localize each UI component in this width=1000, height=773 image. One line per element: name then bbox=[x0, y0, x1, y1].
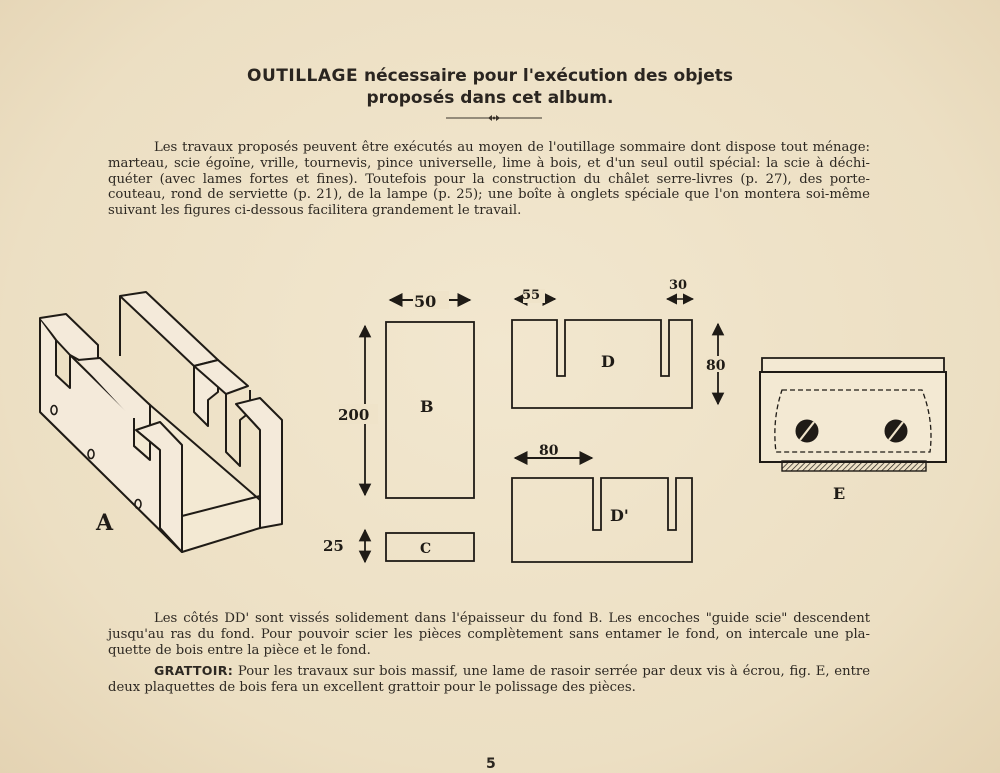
figure-d-notch-width-dim: 30 bbox=[669, 278, 688, 293]
figure-b-width-dim: 50 bbox=[414, 292, 437, 311]
figure-c-height-dim: 25 bbox=[323, 537, 344, 555]
figure-c-label: C bbox=[420, 541, 432, 557]
figure-b-label: B bbox=[420, 397, 434, 416]
figure-d-label: D bbox=[601, 352, 615, 371]
grattoir-paragraph bbox=[108, 663, 870, 696]
grattoir-label: GRATTOIR: bbox=[154, 663, 234, 678]
body-text: Les côtés DD' sont vissés solidement dans l'épaisseur du fond B. Les encoches "guide scie" descendent jusqu'au ras du fond. Pour pouvoir scier les pièces complètement sans entamer le fond, on intercale une pla-quette de bois entre la pièce et le fond. bbox=[108, 611, 870, 658]
figure-d2-side-board bbox=[512, 458, 692, 562]
figure-d-notch-offset-dim: 55 bbox=[522, 288, 541, 303]
title-line1-rest: nécessaire pour l'exécution des objets bbox=[364, 66, 733, 86]
title-caps: OUTILLAGE bbox=[247, 66, 359, 86]
figure-d2-notch-offset-dim: 80 bbox=[539, 443, 559, 459]
figure-e-label: E bbox=[833, 484, 846, 503]
figure-b-height-dim: 200 bbox=[338, 406, 370, 424]
figure-d2-label: D' bbox=[610, 506, 629, 525]
figure-d-side-board bbox=[512, 299, 718, 408]
figure-a-mitre-box bbox=[40, 292, 282, 552]
figure-d-height-dim: 80 bbox=[706, 358, 726, 374]
page-number: 5 bbox=[486, 756, 496, 772]
page-title-line2: proposés dans cet album. bbox=[366, 88, 614, 108]
body-paragraph bbox=[108, 611, 870, 658]
figure-e-scraper bbox=[760, 358, 946, 471]
figure-a-label: A bbox=[96, 510, 114, 536]
intro-text: Les travaux proposés peuvent être exécutés au moyen de l'outillage sommaire dont dispose tout ménage: marteau, scie égoïne, vrille, tournevis, pince universelle, lime à bois, et d'un seul outil spécial: la scie à déchi-quéter (avec lames fortes et fines). Toutefois pour la construction du châlet serre-livres (p. 27), des porte-couteau, rond de serviette (p. 21), de la lampe (p. 25); une boîte à onglets spéciale que l'on montera soi-même suivant les figures ci-dessous facilitera grandement le travail. bbox=[108, 140, 870, 219]
grattoir-text: Pour les travaux sur bois massif, une lame de rasoir serrée par deux vis à écrou, fig. E, entre deux plaquettes de bois fera un excellent grattoir pour le polissage des pièces. bbox=[108, 664, 870, 695]
